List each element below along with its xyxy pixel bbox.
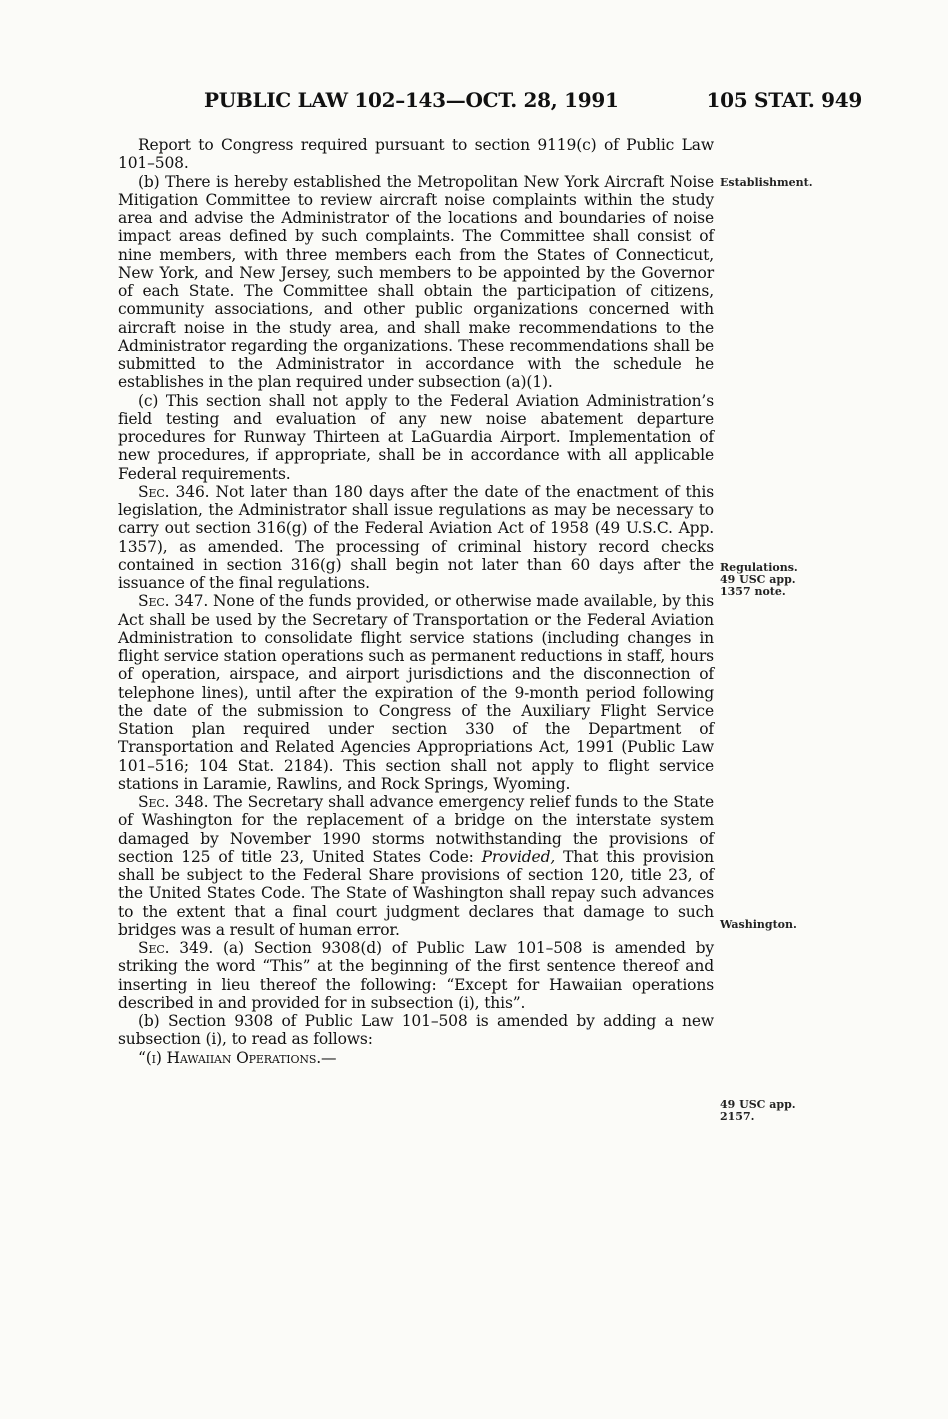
section-text-continued: That this provision shall be subject to the Federal Share provisions of section 120, title 23, of the United States Code. The State of Washington shall repay such advances to the extent that a final court judgment declares that damage to such bridges was a result of human error.	[118, 847, 714, 939]
paragraph-sec-349	[118, 939, 714, 1012]
margin-note-usc-2157	[720, 1099, 838, 1123]
margin-note-establishment	[720, 177, 838, 189]
margin-note-regulations	[720, 562, 838, 598]
margin-note-text: Establishment.	[720, 176, 813, 189]
section-label: Sec.	[138, 793, 170, 811]
section-label: Sec.	[138, 939, 170, 957]
paragraph-report: Report to Congress required pursuant to section 9119(c) of Public Law 101–508.	[118, 136, 714, 173]
margin-note-washington	[720, 919, 838, 931]
margin-note-text: 2157.	[720, 1110, 755, 1123]
margin-note-text: 49 USC app.	[720, 573, 796, 586]
body-text	[118, 136, 714, 1067]
margin-note-text: Washington.	[720, 918, 797, 931]
paragraph-sec-349-b: (b) Section 9308 of Public Law 101–508 is amended by adding a new subsection (i), to read as follows:	[118, 1012, 714, 1049]
section-text: 349. (a) Section 9308(d) of Public Law 101–508 is amended by striking the word “This” at the beginning of the first sentence thereof and inserting in lieu thereof the following: “Except for Hawaiian operations described in and provided for in subsection (i), this”.	[118, 939, 714, 1012]
section-text: 347. None of the funds provided, or otherwise made available, by this Act shall be used by the Secretary of Transportation or the Federal Aviation Administration to consolidate flight service stations (including changes in flight service station operations such as permanent reductions in staff, hours of operation, airspace, and airport jurisdictions and the disconnection of telephone lines), until after the expiration of the 9-month period following the date of the submission to Congress of the Auxiliary Flight Service Station plan required under section 330 of the Department of Transportation and Related Agencies Appropriations Act, 1991 (Public Law 101–516; 104 Stat. 2184). This section shall not apply to flight service stations in Laramie, Rawlins, and Rock Springs, Wyoming.	[118, 592, 714, 793]
paragraph-hawaiian-operations: “(i) Hawaiian Operations.—	[138, 1048, 337, 1067]
paragraph-sec-348	[118, 793, 714, 939]
running-header-title: PUBLIC LAW 102–143—OCT. 28, 1991	[204, 88, 619, 112]
section-label: Sec.	[138, 592, 170, 611]
running-header-page-number: 105 STAT. 949	[706, 88, 862, 112]
margin-note-text: Regulations.	[720, 561, 798, 574]
paragraph-sec-346	[118, 483, 714, 593]
paragraph-subsection-c: (c) This section shall not apply to the Federal Aviation Administration’s field testing and evaluation of any new noise abatement departure procedures for Runway Thirteen at LaGuardia Airport. Implementation of new procedures, if appropriate, shall be in accordance with all applicable Federal requirements.	[118, 391, 714, 483]
paragraph-sec-347	[118, 592, 714, 793]
margin-note-text: 49 USC app.	[720, 1098, 796, 1111]
paragraph-subsection-b: (b) There is hereby established the Metropolitan New York Aircraft Noise Mitigation Committee to review aircraft noise complaints within the study area and advise the Administrator of the locations and boundaries of noise impact areas defined by such complaints. The Committee shall consist of nine members, with three members each from the States of Connecticut, New York, and New Jersey, such members to be appointed by the Governor of each State. The Committee shall obtain the participation of citizens, community associations, and other public organizations concerned with aircraft noise in the study area, and shall make recommendations to the Administrator regarding the organizations. These recommendations shall be submitted to the Administrator in accordance with the schedule he establishes in the plan required under subsection (a)(1).	[118, 172, 714, 392]
margin-note-text: 1357 note.	[720, 585, 786, 598]
provided-italic: Provided,	[481, 847, 556, 866]
section-label: Sec.	[138, 482, 170, 501]
section-text: 348. The Secretary shall advance emergency relief funds to the State of Washington for the replacement of a bridge on the interstate system damaged by November 1990 storms notwithstanding the provisions of section 125 of title 23, United States Code:	[118, 793, 714, 866]
section-text: 346. Not later than 180 days after the date of the enactment of this legislation, the Administrator shall issue regulations as may be necessary to carry out section 316(g) of the Federal Aviation Act of 1958 (49 U.S.C. App. 1357), as amended. The processing of criminal history record checks contained in section 316(g) shall begin not later than 60 days after the issuance of the final regulations.	[118, 482, 714, 592]
